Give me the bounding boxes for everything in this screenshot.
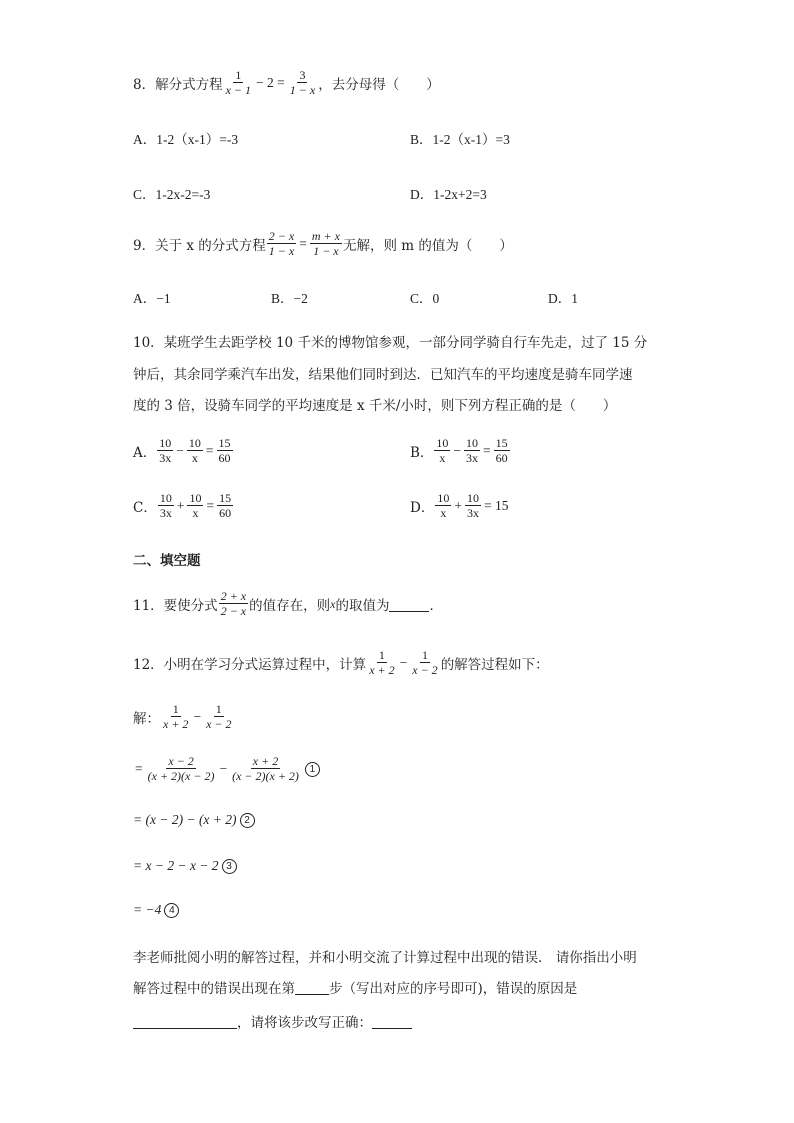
step-marker: 3 [222,859,237,874]
numerator: x + 2 [252,754,279,768]
error-reason-blank[interactable] [133,1014,237,1029]
q8-line [133,68,440,98]
q10-option-a [133,436,234,466]
denominator: x + 2 [163,717,189,731]
denominator: x [439,451,446,465]
q12-line [133,648,549,678]
denominator: 60 [218,451,231,465]
q8-fraction-1 [224,68,253,98]
option-label: A． [133,445,157,461]
q11-line [133,589,443,619]
q9-equals: = [299,236,307,251]
equals: = [135,761,143,776]
denominator: x − 2 [206,717,232,731]
q9-prefix: 9．关于 x 的分式方程 [133,238,266,254]
numerator: 10 [437,491,450,505]
step-expression: = (x − 2) − (x + 2) [133,812,237,827]
denominator: (x + 2)(x − 2) [147,769,215,783]
q12-step-3 [133,858,237,874]
q9-option-c: C．0 [410,291,440,306]
denominator: 1 − x [268,244,295,258]
step-expression: = −4 [133,902,162,917]
numerator: 10 [159,436,172,450]
q9-suffix: 无解，则 m 的值为（ ） [342,238,513,254]
denominator: 60 [495,451,508,465]
denominator: 1 − x [313,244,339,258]
q12-fraction-1 [367,648,396,678]
q9-line [133,229,513,259]
q9-option-d: D．1 [548,291,578,306]
q11-fraction [219,589,248,619]
numerator: 1 [421,648,428,662]
q8-prefix: 8．解分式方程 [133,77,223,93]
operator: − [219,761,228,776]
text: 解答过程中的错误出现在第 [133,981,295,997]
q9-option-a: A．−1 [133,291,171,306]
fraction [187,436,203,466]
step-marker: 4 [164,903,179,918]
q8-option-d: D．1-2x+2=3 [410,187,487,202]
fraction [157,436,173,466]
numerator: 10 [466,436,479,450]
q12-fraction-2 [410,648,439,678]
q11-variable: x [330,596,336,611]
denominator: 1 − x [289,83,316,97]
fraction [494,436,510,466]
numerator: 1 [215,702,222,716]
q8-option-c: C．1-2x-2=-3 [133,187,211,202]
q11-prefix: 11．要使分式 [133,598,218,614]
q9-option-b: B．−2 [271,291,308,306]
fraction [434,436,450,466]
q10-line-1: 10．某班学生去距学校 10 千米的博物馆参观，一部分同学骑自行车先走，过了 15 分 [133,335,648,351]
denominator: 3x [159,451,172,465]
numerator: x − 2 [168,754,194,768]
section-heading: 二、填空题 [133,553,201,569]
q9-fraction-1 [267,229,296,259]
q12-suffix: 的解答过程如下： [440,657,549,673]
step-number-blank[interactable] [295,980,329,995]
fraction [187,491,203,521]
q12-step-4 [133,902,179,918]
text: 步（写出对应的序号即可)，错误的原因是 [329,981,578,997]
step-marker: 1 [305,762,320,777]
fraction [464,436,480,466]
denominator: x [191,451,198,465]
option-label: D． [410,500,435,516]
numerator: 10 [189,491,202,505]
fraction [217,436,233,466]
correction-blank[interactable] [372,1014,412,1029]
equals: = [206,498,215,513]
q10-option-c [133,491,234,521]
denominator: 60 [219,506,232,520]
q8-option-a: A．1-2（x-1）=-3 [133,132,239,147]
q12-step-2 [133,812,255,828]
step-marker: 2 [240,813,255,828]
solution-label: 解： [133,711,160,727]
q12-step-0 [133,702,235,732]
fraction [146,754,217,784]
denominator: x − 2 [412,663,438,677]
operator: − [193,709,202,724]
q11-answer-blank[interactable] [389,597,429,612]
q11-end: ． [429,598,443,614]
numerator: 15 [495,436,508,450]
numerator: 2 + x [220,589,247,603]
operator: − [453,443,462,458]
denominator: 3x [466,506,479,520]
q12-prefix: 12．小明在学习分式运算过程中，计算 [133,657,367,673]
q12-paragraph-2 [133,977,577,997]
fraction [230,754,301,784]
operator: − [399,655,408,670]
q12-step-1 [133,754,320,784]
q9-fraction-2 [310,229,342,259]
q11-suffix: 的取值为 [335,598,390,614]
numerator: 10 [436,436,449,450]
numerator: 2 − x [268,229,295,243]
equals: = [483,443,491,458]
denominator: 2 − x [220,604,247,618]
fraction [204,702,233,732]
equals-value: = 15 [483,498,509,513]
numerator: 10 [188,436,201,450]
fraction [161,702,190,732]
denominator: x − 1 [225,83,252,97]
numerator: 1 [378,648,385,662]
operator: + [176,498,185,513]
denominator: 3x [159,506,172,520]
denominator: 3x [466,451,479,465]
q12-paragraph-1: 李老师批阅小明的解答过程，并和小明交流了计算过程中出现的错误． 请你指出小明 [133,950,637,966]
fraction [435,491,451,521]
numerator: 10 [466,491,479,505]
step-expression: = x − 2 − x − 2 [133,858,219,873]
equals: = [205,443,214,458]
option-label: B． [410,445,434,461]
numerator: 3 [299,68,306,82]
q8-option-b: B．1-2（x-1）=3 [410,132,510,147]
text: ，请将该步改写正确： [237,1015,372,1031]
q11-mid: 的值存在，则 [249,598,331,614]
numerator: 15 [218,436,231,450]
numerator: m + x [311,229,340,243]
denominator: x + 2 [369,663,395,677]
q12-paragraph-3 [133,1011,412,1031]
q10-line-3: 度的 3 倍，设骑车同学的平均速度是 x 千米/小时，则下列方程正确的是（ ） [133,398,617,414]
q10-option-b [410,436,511,466]
q8-suffix: ，去分母得（ ） [318,77,440,93]
fraction [465,491,481,521]
numerator: 1 [172,702,179,716]
operator: + [454,498,462,513]
q8-operator: − 2 = [256,75,285,90]
denominator: x [192,506,199,520]
operator: − [176,443,184,458]
q8-fraction-2 [288,68,317,98]
option-label: C． [133,500,157,516]
fraction [158,491,174,521]
numerator: 15 [219,491,232,505]
q10-line-2: 钟后，其余同学乘汽车出发，结果他们同时到达．已知汽车的平均速度是骑车同学速 [133,367,633,383]
denominator: (x − 2)(x + 2) [232,769,299,783]
denominator: x [440,506,447,520]
numerator: 1 [235,68,242,82]
fraction [217,491,233,521]
numerator: 10 [159,491,172,505]
q10-option-d [410,491,510,521]
